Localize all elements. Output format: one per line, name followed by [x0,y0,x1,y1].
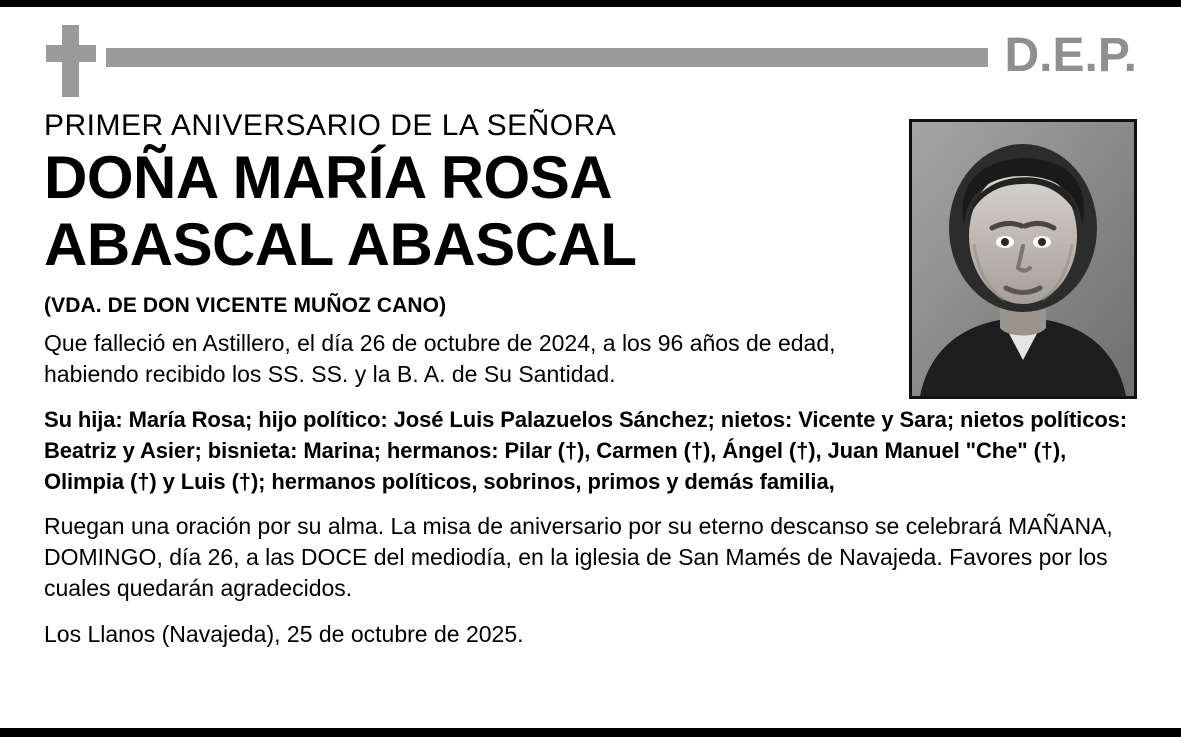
place-and-date: Los Llanos (Navajeda), 25 de octubre de 2025. [44,620,524,647]
anniversary-line: PRIMER ANIVERSARIO DE LA SEÑORA [44,109,617,142]
death-details: Que falleció en Astillero, el día 26 de octubre de 2024, a los 96 años de edad, habiendo recibido los SS. SS. y la B. A. de Su Santidad. [44,329,836,387]
banner-rule [106,48,988,67]
family-list: Su hija: María Rosa; hijo político: José Luis Palazuelos Sánchez; nietos: Vicente y Sara; nietos políticos: Beatriz y Asier; bisnieta: Marina; hermanos: Pilar (†), Carmen (†), Ángel (†), Juan Manuel "Che" (†), Olimpia (†) y Luis (†); hermanos políticos, sobrinos, primos y demás familia, [44,406,1128,495]
top-banner [44,7,1137,103]
cross-icon [44,17,96,93]
notice-content [44,109,1137,650]
notice-text-column [44,109,904,390]
prayer-and-mass-details: Ruegan una oración por su alma. La misa de aniversario por su eterno descanso se celebrará MAÑANA, DOMINGO, día 26, a las DOCE del mediodía, en la iglesia de San Mamés de Navajeda. Favores por los cuales quedarán agradecidos. [44,513,1113,602]
deceased-name-line-2: ABASCAL ABASCAL [44,210,637,278]
deceased-name-line-1: DOÑA MARÍA ROSA [44,144,613,211]
spouse-line: (VDA. DE DON VICENTE MUÑOZ CANO) [44,293,447,317]
portrait-photo [909,119,1137,399]
dep-label: D.E.P. [1004,29,1137,82]
cross-horizontal-bar [46,45,96,62]
